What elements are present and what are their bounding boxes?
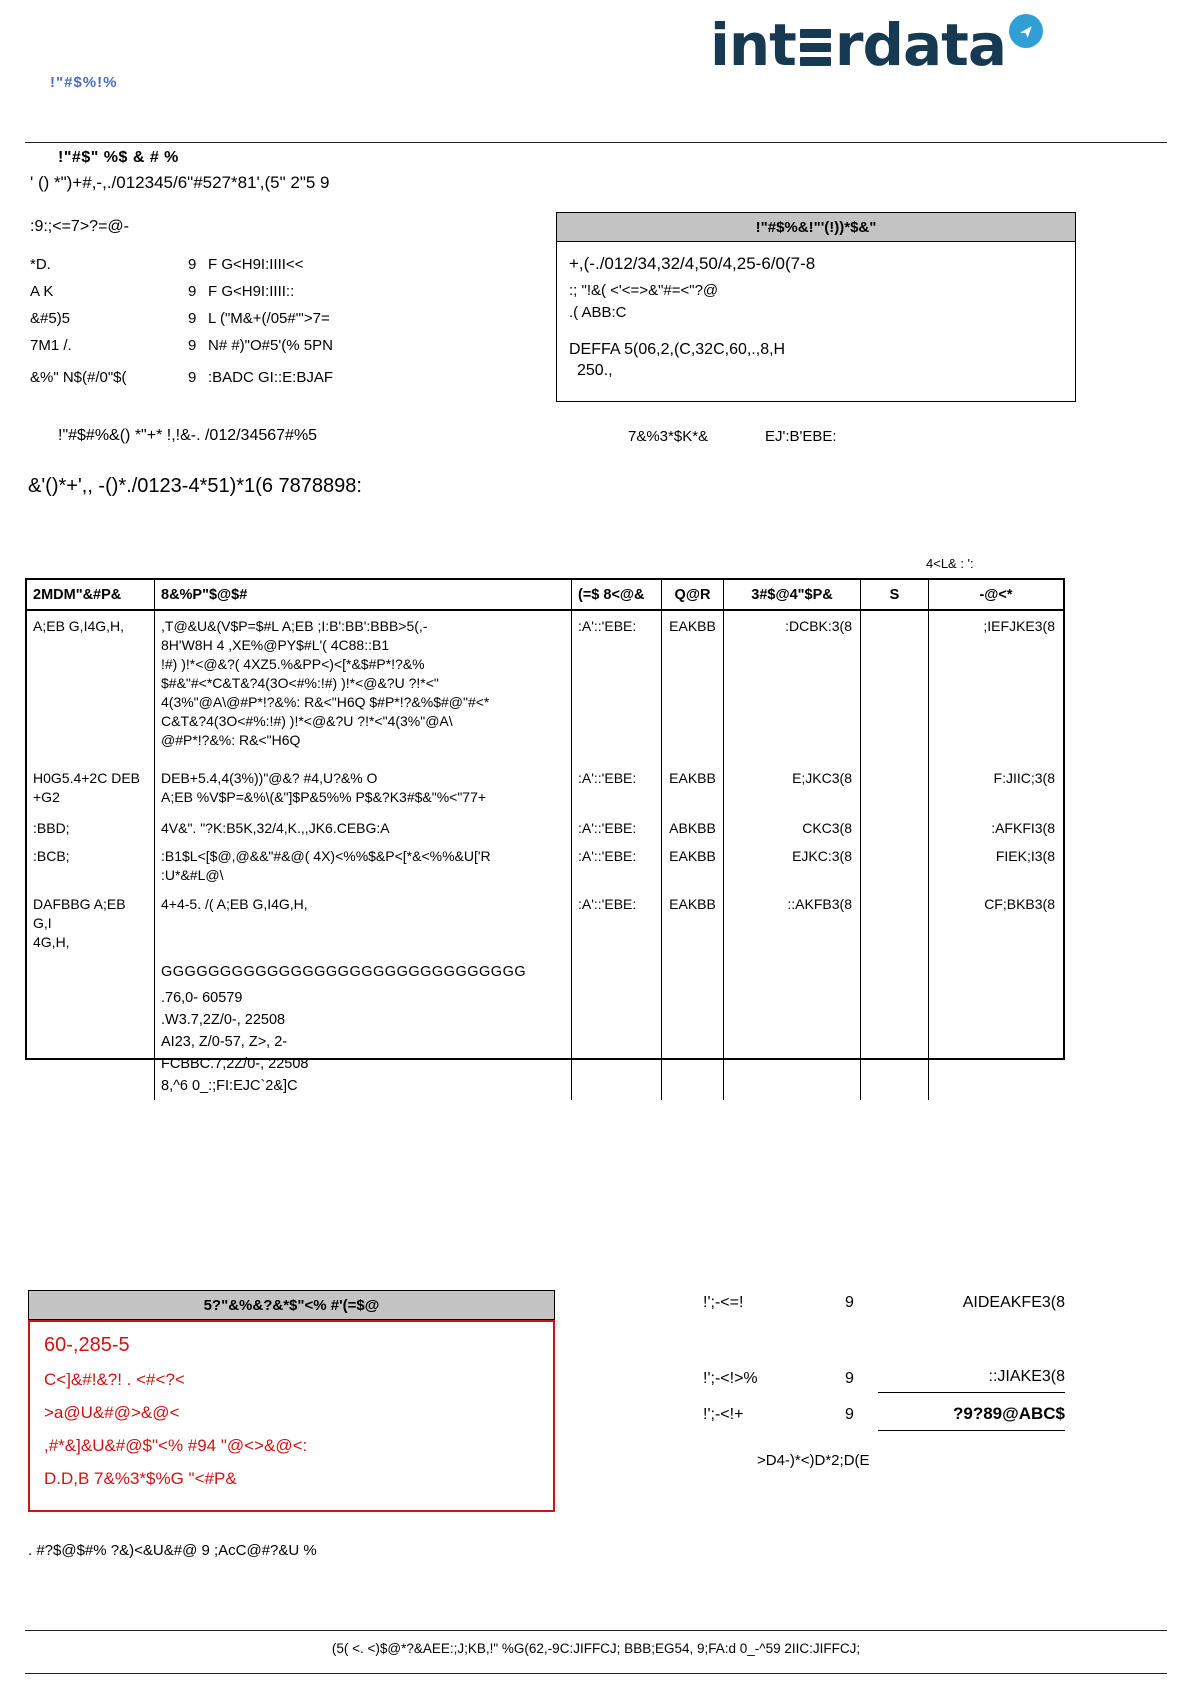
cell-description	[155, 955, 572, 1100]
top-corner-text: !"#$%!%	[50, 74, 118, 91]
cell-reference	[27, 955, 155, 1100]
grand-total-separator: 9	[845, 1406, 854, 1423]
logo-text-right: rdata	[834, 11, 1007, 79]
cell-total: ;IEFJKE3(8	[983, 618, 1055, 634]
footer-divider-bottom	[25, 1673, 1167, 1674]
note-line: .76,0- 60579	[161, 990, 243, 1006]
logo-wordmark	[710, 11, 1007, 79]
header-description: 8&%P"$@$#	[155, 580, 572, 609]
cell-date	[572, 955, 662, 1100]
cell-quantity: EAKBB	[662, 841, 724, 889]
cell-discount	[861, 813, 929, 841]
contact-value: F G<H9I:IIII<<	[208, 256, 304, 273]
contact-label: 7M1 /.	[30, 337, 72, 354]
cell-unit-price: EJKC:3(8	[724, 841, 861, 889]
footer-legal-line: (5( <. <)$@*?&AEE:;J;KB,!" %G(62,-9C:JIFFCJ; BBB;EG54, 9;FA:d 0_-^59 2IIC:JIFFCJ;	[331, 1641, 861, 1656]
cell-unit-price	[724, 955, 861, 1100]
cell-date: :A'::'EBE:	[572, 813, 662, 841]
note-line: .W3.7,2Z/0-, 22508	[161, 1012, 286, 1028]
payment-line: >a@U&#@>&@<	[44, 1403, 180, 1422]
cell-date: :A'::'EBE:	[572, 611, 662, 763]
cell-discount	[861, 955, 929, 1100]
reference-text: DAFBBG A;EB G,I	[33, 896, 126, 931]
cell-discount	[861, 611, 929, 763]
client-address-line-1: :; "!&( <'<=>&"#=<"?@	[569, 282, 719, 299]
reference-text: :BCB;	[33, 848, 70, 864]
cell-reference	[27, 841, 155, 889]
subtotal-value: AIDEAKFE3(8	[962, 1294, 1065, 1311]
client-box	[556, 212, 1076, 402]
tax-label: !';-<!>%	[703, 1370, 758, 1387]
cell-quantity: EAKBB	[662, 889, 724, 955]
contact-separator: 9	[188, 310, 197, 327]
invoice-reference-line: !"#$#%&() *"+* !,!&-. /012/34567#%5	[58, 427, 318, 444]
contact-separator: 9	[188, 369, 197, 386]
seller-address-line: ' () *")+#,-,./012345/6"#527*81',(5" 2"5 9	[30, 173, 330, 192]
payment-line: 60-,285-5	[44, 1334, 130, 1356]
cell-reference	[27, 611, 155, 763]
description-line: :U*&#L@\	[161, 867, 224, 883]
header-total: -@<*	[979, 587, 1013, 603]
contact-value: N# #)"O#5'(% 5PN	[208, 337, 333, 354]
invoice-subject-line: &'()*+',, -()*./0123-4*51)*1(6 7878898:	[28, 475, 362, 497]
cell-description	[155, 813, 572, 841]
cell-discount	[861, 841, 929, 889]
cell-quantity: EAKBB	[662, 611, 724, 763]
note-line: FCBBC.7,2Z/0-, 22508	[161, 1056, 309, 1072]
table-header-row	[27, 580, 1063, 611]
logo-e-glyph	[800, 25, 831, 69]
cell-date: :A'::'EBE:	[572, 763, 662, 813]
payment-conditions-line: . #?$@$#% ?&)<&U&#@ 9 ;AcC@#?&U %	[28, 1542, 317, 1559]
logo-text-left: int	[710, 11, 796, 79]
contact-value: L ("M&+(/05#"'>7=	[208, 310, 330, 327]
paper-plane-icon	[1018, 23, 1035, 40]
header-quantity: Q@R	[662, 580, 724, 609]
cell-date: :A'::'EBE:	[572, 841, 662, 889]
payment-box-body	[28, 1320, 555, 1512]
table-note-row	[27, 955, 1063, 1100]
seller-name: !"#$" %$ & # %	[58, 149, 179, 166]
cell-discount	[861, 889, 929, 955]
reference-text: A;EB G,I4G,H,	[33, 618, 125, 634]
seller-city-line: :9:;<=7>?=@-	[30, 218, 129, 235]
cell-date: :A'::'EBE:	[572, 889, 662, 955]
totals-note: >D4-)*<)D*2;D(E	[757, 1452, 870, 1469]
reference-text: 4G,H,	[33, 934, 70, 950]
contact-row-web	[30, 337, 333, 364]
cell-reference	[27, 813, 155, 841]
subtotal-label: !';-<=!	[703, 1294, 744, 1311]
cell-description	[155, 841, 572, 889]
payment-line: C<]&#!&?! . <#<?<	[44, 1370, 185, 1389]
contact-label: &%" N$(#/0"$(	[30, 369, 127, 386]
footer-divider-top	[25, 1630, 1167, 1631]
contact-value: F G<H9I:IIII::	[208, 283, 295, 300]
subtotal-separator: 9	[845, 1294, 854, 1311]
cell-quantity	[662, 955, 724, 1100]
cell-reference	[27, 763, 155, 813]
description-line: :B1$L<[$@,@&&"#&@( 4X)<%%$&P<[*&<%%&U['R	[161, 848, 491, 864]
cell-description	[155, 763, 572, 813]
cell-total: F:JIIC;3(8	[993, 770, 1055, 786]
header-divider	[25, 142, 1167, 143]
cell-description	[155, 889, 572, 955]
contact-row-phone	[30, 256, 333, 283]
grand-total-value: ?9?89@ABC$	[878, 1404, 1065, 1431]
contact-label: A K	[30, 283, 54, 300]
cell-quantity: ABKBB	[662, 813, 724, 841]
client-name: +,(-./012/34,32/4,50/4,25-6/0(7-8	[569, 254, 816, 273]
reference-text: :BBD;	[33, 820, 70, 836]
cell-quantity: EAKBB	[662, 763, 724, 813]
description-line: !#) )!*<@&?( 4XZ5.%&PP<)<[*&$#P*!?&%	[161, 656, 425, 672]
description-line: 4V&". "?K:B5K,32/4,K.,,JK6.CEBG:A	[161, 820, 390, 836]
due-date-label: 7&%3*$K*&	[628, 428, 709, 445]
contact-label: &#5)5	[30, 310, 71, 327]
reference-text: H0G5.4+2C DEB	[33, 770, 140, 786]
description-line: $#&"#<*C&T&?4(3O<#%:!#) )!*<@&?U ?!*<"	[161, 675, 439, 691]
cell-total: CF;BKB3(8	[984, 896, 1055, 912]
description-line: 4+4-5. /( A;EB G,I4G,H,	[161, 896, 308, 912]
client-address-line-4: 250.,	[577, 362, 613, 379]
table-row	[27, 813, 1063, 841]
cell-discount	[861, 763, 929, 813]
description-line: C&T&?4(3O<#%:!#) )!*<@&?U ?!*<"4(3%"@A\	[161, 713, 453, 729]
note-line: GGGGGGGGGGGGGGGGGGGGGGGGGGGGGGG	[161, 964, 527, 980]
header-date: (=$ 8<@&	[572, 580, 662, 609]
contact-separator: 9	[188, 283, 197, 300]
description-line: 8H'W8H 4 ,XE%@PY$#L'( 4C88::B1	[161, 637, 390, 653]
contact-separator: 9	[188, 256, 197, 273]
reference-text: +G2	[33, 789, 60, 805]
note-line: 8,^6 0_:;FI:EJC`2&]C	[161, 1078, 298, 1094]
contact-row-fax	[30, 283, 333, 310]
description-line: ,T@&U&(V$P=$#L A;EB ;I:B':BB':BBB>5(,-	[161, 618, 428, 634]
cell-unit-price: ::AKFB3(8	[724, 889, 861, 955]
note-line: AI23, Z/0-57, Z>, 2-	[161, 1034, 288, 1050]
cell-total: FIEK;I3(8	[995, 848, 1055, 864]
cell-total: :AFKFI3(8	[991, 820, 1055, 836]
cell-description	[155, 611, 572, 763]
cell-unit-price: E;JKC3(8	[724, 763, 861, 813]
seller-contact-block	[30, 256, 333, 396]
contact-label: *D.	[30, 256, 51, 273]
logo-badge-icon	[1009, 14, 1043, 48]
company-logo	[710, 11, 1043, 79]
client-address-line-3: DEFFA 5(06,2,(C,32C,60,.,8,H	[569, 341, 786, 358]
cell-reference	[27, 889, 155, 955]
cell-unit-price: CKC3(8	[724, 813, 861, 841]
tax-value: ::JIAKE3(8	[878, 1368, 1065, 1393]
payment-box-header: 5?"&%&?&*$"<% #'(=$@	[28, 1290, 555, 1320]
client-box-header: !"#$%&!"'(!))*$&"	[556, 212, 1076, 242]
table-row	[27, 841, 1063, 889]
contact-row-email	[30, 310, 333, 337]
cell-unit-price: :DCBK:3(8	[724, 611, 861, 763]
header-discount: S	[861, 580, 929, 609]
contact-value: :BADC GI::E:BJAF	[208, 369, 334, 386]
page-number: 4<L& : ':	[926, 556, 974, 571]
table-row	[27, 763, 1063, 813]
due-date-value: EJ':B'EBE:	[765, 428, 837, 445]
cell-total	[929, 955, 1063, 1100]
tax-separator: 9	[845, 1370, 854, 1387]
client-box-body	[556, 242, 1076, 402]
line-items-table	[25, 578, 1065, 1094]
description-line: A;EB %V$P=&%\(&"]$P&5%% P$&?K3#$&"%<"77+	[161, 789, 487, 805]
table-body	[27, 611, 1063, 1100]
client-address-line-2: .( ABB:C	[569, 304, 627, 321]
description-line: @#P*!?&%: R&<"H6Q	[161, 732, 301, 748]
contact-separator: 9	[188, 337, 197, 354]
header-reference: 2MDM"&#P&	[27, 580, 155, 609]
payment-line: ,#*&]&U&#@$"<% #94 "@<>&@<:	[44, 1436, 308, 1455]
description-line: DEB+5.4,4(3%))"@&? #4,U?&% O	[161, 770, 378, 786]
description-line: 4(3%"@A\@#P*!?&%: R&<"H6Q $#P*!?&%$#@"#<*	[161, 694, 490, 710]
payment-line: D.D,B 7&%3*$%G "<#P&	[44, 1469, 237, 1488]
table-row	[27, 889, 1063, 955]
payment-details-box	[28, 1290, 555, 1512]
header-unit-price: 3#$@4"$P&	[724, 580, 861, 609]
grand-total-label: !';-<!+	[703, 1406, 744, 1423]
table-row	[27, 611, 1063, 763]
contact-row-registration	[30, 369, 333, 396]
